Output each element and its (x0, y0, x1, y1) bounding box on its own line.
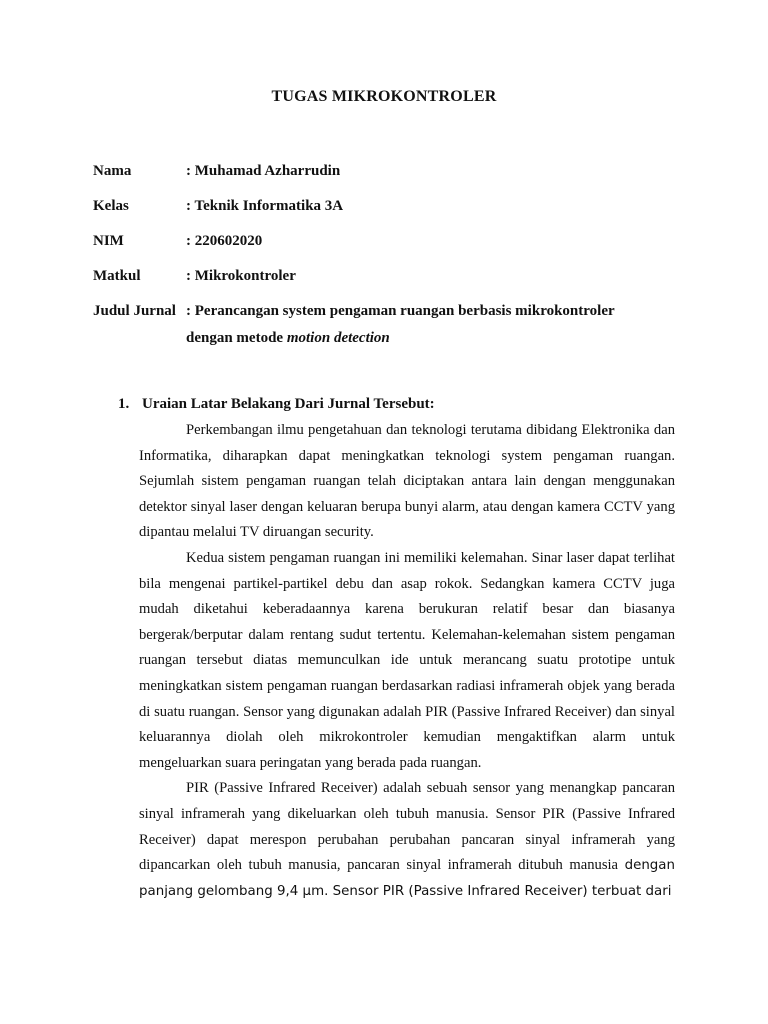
info-value: : 220602020 (186, 233, 263, 249)
judul-line-2-italic: motion detection (286, 330, 390, 346)
section-number: 1. (118, 396, 130, 412)
info-label: Matkul (93, 268, 141, 284)
judul-line-2-prefix: dengan metode (186, 330, 287, 346)
info-label: Nama (93, 163, 132, 179)
paragraph: Perkembangan ilmu pengetahuan dan teknologi terutama dibidang Elektronika dan Informatika, diharapkan dapat meningkatkan teknologi system pengaman ruangan. Sejumlah sistem pengaman ruangan telah diciptakan antara lain dengan menggunakan detektor sinyal laser dengan keluaran berupa bunyi alarm, atau dengan kamera CCTV yang dipantau melalui TV diruangan security. (139, 422, 675, 541)
info-row-nama (93, 160, 693, 195)
info-label: Kelas (93, 198, 129, 214)
judul-value (186, 298, 686, 352)
info-row-matkul (93, 265, 693, 300)
paragraph (139, 776, 675, 904)
judul-line-1: : Perancangan system pengaman ruangan berbasis mikrokontroler (186, 303, 615, 319)
paragraph: Kedua sistem pengaman ruangan ini memiliki kelemahan. Sinar laser dapat terlihat bila mengenai partikel-partikel debu dan asap rokok. Sedangkan kamera CCTV juga mudah diketahui keberadaannya karena berukuran relatif besar dan biasanya bergerak/berputar dalam rentang sudut tertentu. Kelemahan-kelemahan sistem pengaman ruangan tersebut diatas memunculkan ide untuk merancang suatu prototipe untuk meningkatkan sistem pengaman ruangan berdasarkan radiasi inframerah objek yang berada di suatu ruangan. Sensor yang digunakan adalah PIR (Passive Infrared Receiver) dan sinyal keluarannya diolah oleh mikrokontroler kemudian mengaktifkan alarm untuk mengeluarkan suara peringatan yang berada pada ruangan. (139, 549, 675, 771)
info-value: : Muhamad Azharrudin (186, 163, 341, 179)
info-row-judul (93, 300, 693, 346)
paragraph-3-main: PIR (Passive Infrared Receiver) adalah sebuah sensor yang menangkap pancaran sinyal inframerah yang dikeluarkan oleh tubuh manusia. Sensor PIR (Passive Infrared Receiver) dapat merespon perubahan perubahan pancaran sinyal inframerah yang dipancarkan oleh tubuh manusia, pancaran sinyal inframerah ditubuh manusia (139, 780, 675, 874)
info-label: Judul Jurnal (93, 303, 176, 319)
info-row-kelas (93, 195, 693, 230)
info-value: : Mikrokontroler (186, 268, 296, 284)
info-value: : Teknik Informatika 3A (186, 198, 344, 214)
info-row-nim (93, 230, 693, 265)
student-info (93, 160, 693, 346)
section-1-body (139, 418, 675, 904)
section-heading-text: Uraian Latar Belakang Dari Jurnal Tersebut: (142, 396, 435, 412)
document-title: TUGAS MIKROKONTROLER (271, 88, 497, 105)
info-label: NIM (93, 233, 124, 249)
paragraph-3-tail: dengan panjang gelombang 9,4 μm. Sensor PIR (Passive Infrared Receiver) terbuat dari (139, 858, 675, 899)
